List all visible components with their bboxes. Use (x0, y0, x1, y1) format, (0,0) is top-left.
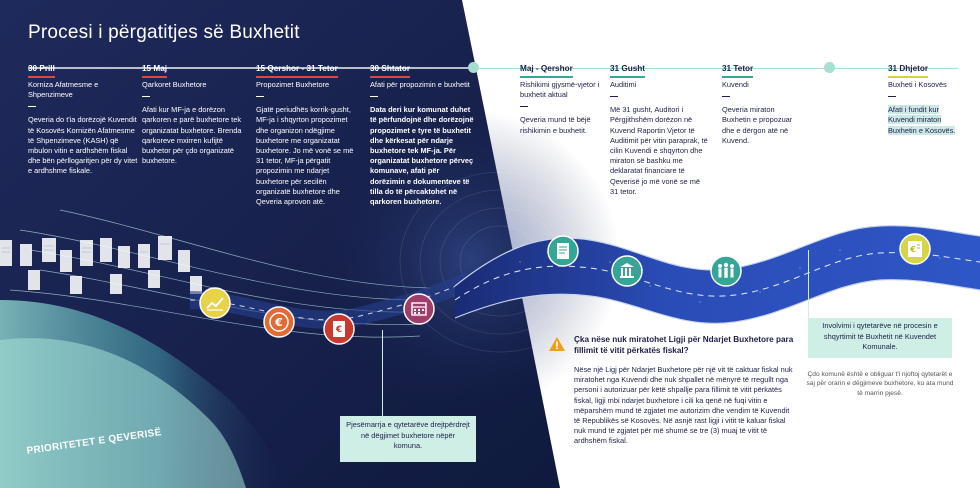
warning-title: Çka nëse nuk miratohet Ligji për Ndarjet Buxhetore para fillimit të vitit përkatës fiskal? (574, 335, 794, 355)
budget-document-icon (898, 232, 932, 266)
timeline-item-31-gusht (610, 63, 710, 197)
timeline-item-15-maj (142, 63, 248, 166)
connector-line (808, 250, 809, 318)
timeline-dot (824, 62, 835, 73)
divider (610, 96, 618, 97)
timeline-item-31-dhjetor (888, 63, 960, 136)
timeline-date: 15 Qershor - 31 Tetor (256, 63, 338, 78)
timeline-date: 31 Dhjetor (888, 63, 928, 78)
timeline-body: Data deri kur komunat duhet të përfundojnë dhe dorëzojnë propozimet e tyre të buxhetit dhe kërkesat për ndarje buxhetore tek MF-ja. Për organizatat buxhetore përveç komunave, afati për dorëzimin e dokumenteve të tilla do të përcaktohet në qarkoren buxhetore. (370, 105, 474, 207)
timeline-subtitle: Korniza Afatmesme e Shpenzimeve (28, 80, 99, 100)
divider (142, 96, 150, 97)
timeline-body: Qeveria miraton Buxhetin e propozuar dhe e dërgon atë në Kuvend. (722, 105, 793, 145)
timeline-item-31-tetor (722, 63, 800, 146)
svg-text:€: € (910, 245, 916, 254)
euro-icon (262, 305, 296, 339)
euro-document-icon (322, 312, 356, 346)
calendar-icon (402, 292, 436, 326)
timeline-subtitle: Kuvendi (722, 80, 749, 89)
timeline-body: Gjatë periudhës korrik-gusht, MF-ja i shqyrton propozimet dhe organizon ndëgjime buxhetore me organizatat buxhetore. Jo më vonë se më 31 tetor, MF-ja përgatit propozimin me ndarjet buxhetore për secilën organizatë buxhetore dhe Qeveria aprovon atë. (256, 105, 354, 207)
divider (370, 96, 378, 97)
divider (28, 106, 36, 107)
warning-icon (548, 336, 566, 352)
chart-icon (198, 286, 232, 320)
callout-box-right: Involvimi i qytetarëve në procesin e shqyrtimit të Buxhetit në Kuvendet Komunale. (808, 318, 952, 358)
timeline-date: Maj - Qershor (520, 63, 573, 78)
divider (520, 106, 528, 107)
divider (256, 96, 264, 97)
timeline-body: Më 31 gusht, Auditori i Përgjithshëm dorëzon në Kuvend Raportin Vjetor të Auditimit për vitin paraprak, të cilin Kuvendi e shqyrton dhe miraton së bashku me deklaratat financiare të Qeverisë jo më vonë se më 31 tetor. (610, 105, 708, 196)
timeline-item-15-qershor-31-tetor (256, 63, 360, 207)
timeline-item-30-shtator (370, 63, 474, 207)
timeline-date: 30 Prill (28, 63, 55, 78)
timeline-body: Qeveria mund të bëjë rishikimin e buxhetit. (520, 115, 591, 135)
timeline-date: 30 Shtator (370, 63, 410, 78)
timeline-subtitle: Afati për propozimin e buxhetit (370, 80, 470, 89)
timeline-subtitle: Rishikimi gjysmë-vjetor i buxhetit aktual (520, 80, 600, 100)
callout-box-left: Pjesëmarrja e qytetarëve drejtpërdrejt në dëgjimet buxhetore nëpër komuna. (340, 416, 476, 462)
divider (722, 96, 730, 97)
timeline-subtitle: Buxheti i Kosovës (888, 80, 947, 89)
note-text: Çdo komunë është e obliguar t'i njoftoj qytetarët e saj për orarin e dëgjimeve buxhetore, ku ata mund të marrin pjesë. (806, 371, 954, 397)
timeline-body: Qeveria do t'ia dorëzojë Kuvendit të Kosovës Kornizën Afatmesme të Shpenzimeve (KASH) që mbulon vitin e ardhshëm fiskal dhe bën përllogaritjen për dy vitet e ardhshme fiskale. (28, 115, 138, 176)
building-icon (610, 254, 644, 288)
highlighted-text: Afati i fundit kur Kuvendi miraton Buxhetin e Kosovës. (888, 105, 956, 135)
timeline-item-maj-qershor (520, 63, 600, 136)
report-icon (546, 234, 580, 268)
svg-text:€: € (275, 316, 283, 329)
timeline-subtitle: Propozimet Buxhetore (256, 80, 330, 89)
timeline-date: 31 Tetor (722, 63, 753, 78)
page-title: Procesi i përgatitjes së Buxhetit (28, 22, 300, 43)
people-icon (709, 254, 743, 288)
warning-body: Nëse një Ligj për Ndarjet Buxhetore për një vit të caktuar fiskal nuk miratohet nga Kuvendi dhe nuk shpallet në mënyrë të rregullt nga personi i autorizuar për këtë shpallje para fillimit të vitit përkatës fiskal, ligji mbi ndarjet buxhetore i cili ka qenë në fuqi vitin e mëparshëm mund të zgjatet me autorizim dhe vendim të Kuvendit të Republikës së Kosovës. Në asnjë rast ligji i vitit të kaluar fiskal nuk mund të zgjatet për më shumë se tre (3) muaj të vitit të ardhshëm fiskal. (574, 365, 793, 446)
timeline-subtitle: Qarkoret Buxhetore (142, 80, 207, 89)
timeline-date: 31 Gusht (610, 63, 645, 78)
connector-line (382, 330, 383, 416)
timeline-subtitle: Auditimi (610, 80, 637, 89)
priorities-label: PRIORITETET E QEVERISË (26, 427, 163, 457)
svg-text:€: € (335, 325, 343, 335)
timeline-body (888, 105, 960, 136)
timeline-body: Afati kur MF-ja e dorëzon qarkoren e parë buxhetore tek organizatat buxhetore. Brenda qarkoreve mxirren kufijtë buxhetor për çdo organizatë buxhetore. (142, 105, 242, 166)
timeline-date: 15 Maj (142, 63, 167, 78)
timeline-item-30-prill (28, 63, 140, 177)
divider (888, 96, 896, 97)
